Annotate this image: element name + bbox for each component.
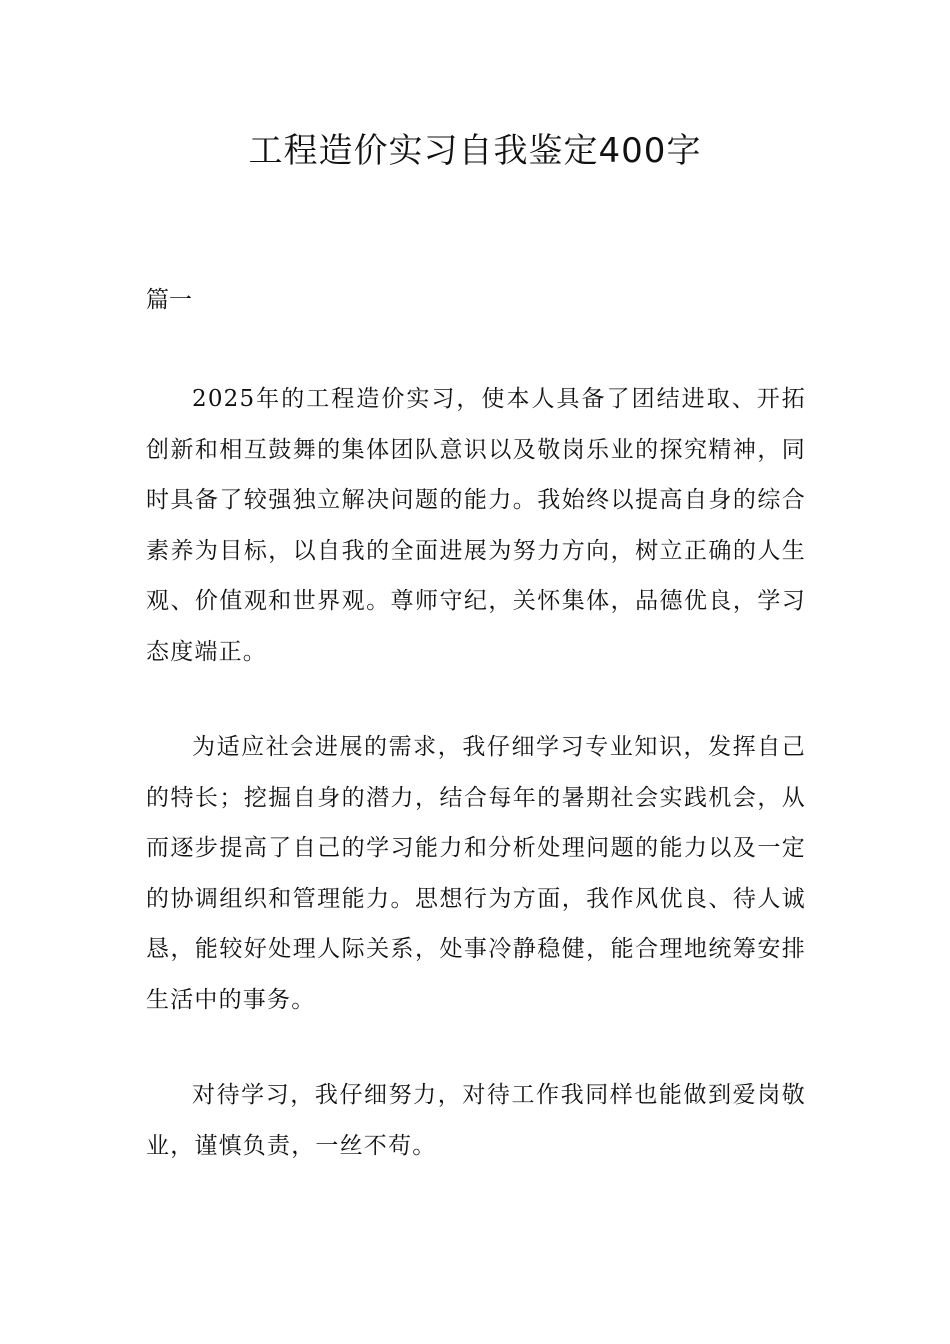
paragraph-2: 为适应社会进展的需求，我仔细学习专业知识，发挥自己的特长；挖掘自身的潜力，结合每年的暑期社会实践机会，从而逐步提高了自己的学习能力和分析处理问题的能力以及一定的协调组织和管理能力。思想行为方面，我作风优良、待人诚恳，能较好处理人际关系，处事冷静稳健，能合理地统筹安排生活中的事务。 (146, 734, 806, 1013)
paragraph-3: 对待学习，我仔细努力，对待工作我同样也能做到爱岗敬业，谨慎负责，一丝不苟。 (146, 1082, 806, 1159)
section-label: 篇一 (146, 287, 192, 313)
document-title: 工程造价实习自我鉴定400字 (248, 131, 702, 171)
paragraph-1: 2025年的工程造价实习，使本人具备了团结进取、开拓创新和相互鼓舞的集体团队意识以及敬岗乐业的探究精神，同时具备了较强独立解决问题的能力。我始终以提高自身的综合素养为目标，以自我的全面进展为努力方向，树立正确的人生观、价值观和世界观。尊师守纪，关怀集体，品德优良，学习态度端正。 (146, 386, 806, 665)
